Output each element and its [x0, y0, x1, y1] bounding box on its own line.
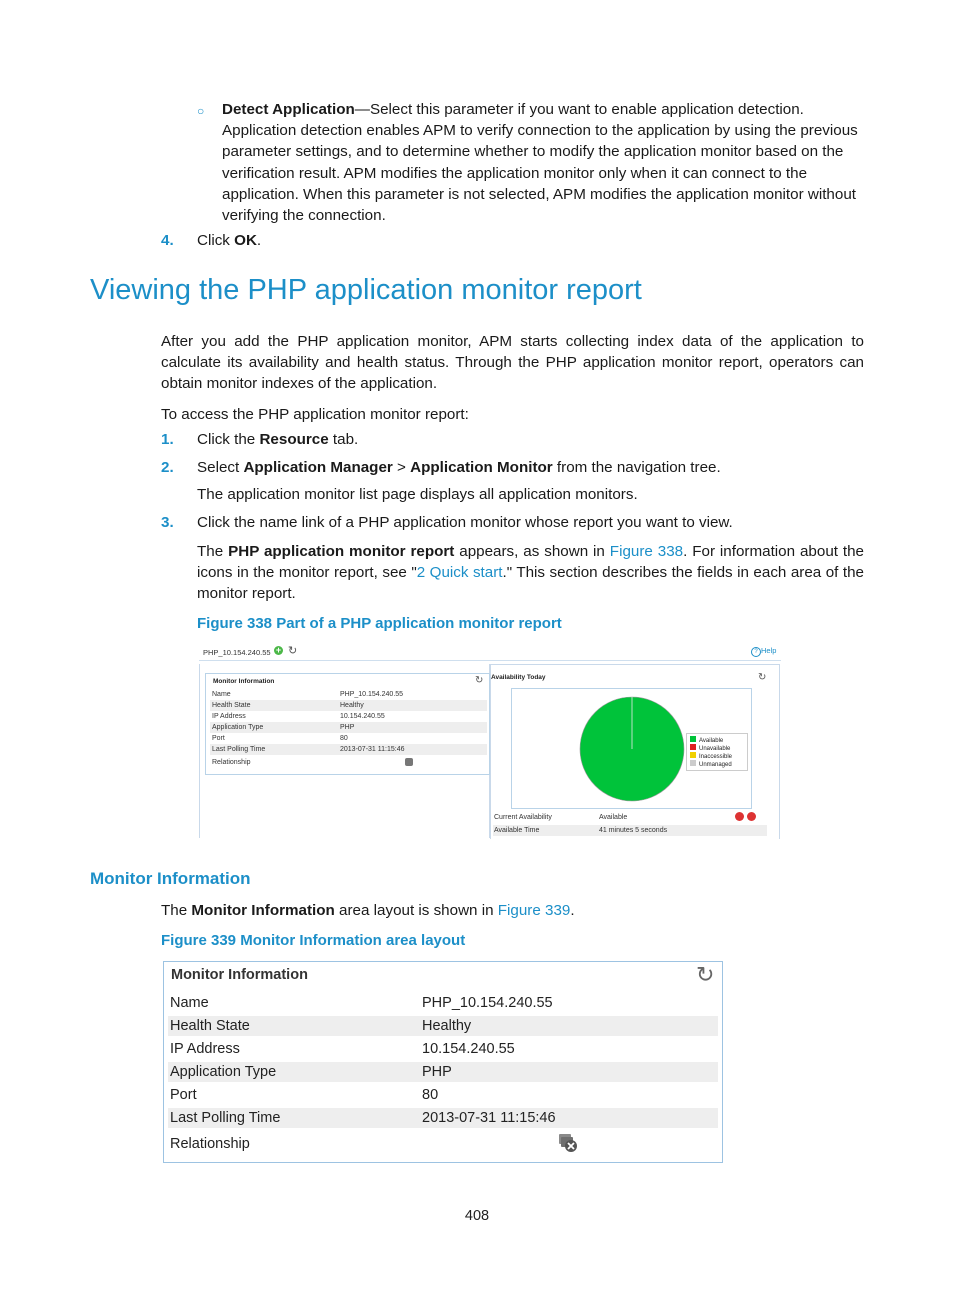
step-4-pre: Click — [197, 232, 235, 249]
availability-title: Availability Today — [491, 674, 546, 681]
step-1-post: tab. — [328, 431, 359, 448]
add-icon[interactable]: + — [275, 645, 282, 655]
note-l2-post: ." This section describes the fields in each area of the — [502, 564, 864, 582]
mi-row-port: Port 80 — [170, 1087, 439, 1103]
step-2-bold2: Application Monitor — [410, 459, 553, 476]
monitor-info-panel-small — [205, 673, 490, 775]
refresh-icon[interactable]: ↻ — [288, 645, 298, 657]
para-line-2: obtain monitor indexes of the application. — [161, 375, 438, 393]
status-icon-1[interactable] — [735, 812, 744, 821]
note-l3: monitor report. — [197, 585, 296, 603]
note-l2-pre: icons in the monitor report, see " — [197, 564, 417, 582]
monitor-info-refresh-icon[interactable]: ↻ — [696, 962, 715, 987]
bullet-line-3: verification result. APM modifies the application monitor only when it can connect to the — [222, 164, 808, 182]
monitor-information-paragraph — [161, 900, 575, 921]
figure-338-link[interactable]: Figure 338 — [609, 543, 684, 560]
figure-338-screenshot — [199, 642, 781, 838]
step-4-post: . — [256, 232, 262, 249]
bullet-line-4: application. When this parameter is not selected, APM modifies the application monitor without — [222, 185, 856, 203]
step-3-text: Click the name link of a PHP application monitor whose report you want to view. — [197, 514, 733, 531]
bullet-line-1: Application detection enables APM to verify connection to the application by using the previous — [222, 122, 858, 140]
row-polling-small: Last Polling Time 2013-07-31 11:15:46 — [210, 744, 487, 755]
legend-swatch-inaccessible — [690, 752, 696, 758]
step-2-bold1: Application Manager — [243, 459, 393, 476]
figure-338-caption: Figure 338 Part of a PHP application monitor report — [197, 615, 562, 632]
mi-para-post: . — [570, 902, 575, 919]
mi-para-bold: Monitor Information — [191, 902, 335, 919]
legend-item-unavailable: Unavailable — [690, 744, 730, 753]
step-2-note: The application monitor list page displays all application monitors. — [197, 486, 638, 503]
note-l1-post: . For information about the — [683, 543, 865, 560]
step-1-number: 1. — [161, 431, 174, 448]
step-4-bold: OK — [234, 232, 257, 249]
step-4-number: 4. — [161, 232, 174, 249]
bullet-line-5: verifying the connection. — [222, 207, 386, 225]
report-header-name: PHP_10.154.240.55 — [203, 648, 271, 657]
availability-chart-panel — [511, 688, 752, 809]
bullet-line-2: parameter settings, and to determine whether to modify the application monitor based on the — [222, 143, 844, 161]
legend-swatch-unavailable — [690, 744, 696, 750]
step-2-post: from the navigation tree. — [552, 459, 721, 476]
legend-swatch-available — [690, 736, 696, 742]
available-time-row: Available Time 41 minutes 5 seconds — [493, 825, 767, 836]
step-1-pre: Click the — [197, 431, 260, 448]
row-port-small: Port 80 — [212, 735, 348, 742]
header-divider — [199, 660, 781, 661]
legend-item-available: Available — [690, 736, 723, 745]
note-l1-pre: The — [197, 543, 229, 560]
panel-refresh-icon[interactable]: ↻ — [475, 675, 484, 686]
row-relationship-small: Relationship — [212, 759, 251, 766]
figure-339-link[interactable]: Figure 339 — [497, 902, 571, 919]
section-paragraph — [161, 331, 864, 395]
step-2-mid: > — [392, 459, 411, 476]
page-number: 408 — [464, 1208, 490, 1224]
mi-row-application-type: Application Type PHP — [168, 1062, 718, 1082]
section-title: Viewing the PHP application monitor report — [90, 274, 642, 306]
figure-339-caption: Figure 339 Monitor Information area layout — [161, 932, 466, 949]
mi-para-pre: The — [161, 902, 192, 919]
availability-refresh-icon[interactable]: ↻ — [758, 672, 767, 683]
mi-row-health-state: Health State Healthy — [168, 1016, 718, 1036]
step-2-number: 2. — [161, 459, 174, 476]
bullet-symbol: ○ — [197, 104, 205, 118]
monitor-info-title-small: Monitor Information — [213, 678, 275, 685]
mi-row-last-polling-time: Last Polling Time 2013-07-31 11:15:46 — [168, 1108, 718, 1128]
step-3-number: 3. — [161, 514, 174, 531]
step-1-bold: Resource — [259, 431, 329, 448]
step-1-text — [197, 431, 358, 448]
step-2-text — [197, 459, 721, 476]
row-health-small: Health State Healthy — [210, 700, 487, 711]
note-l1-mid: appears, as shown in — [454, 543, 610, 560]
note-l1-bold: PHP application monitor report — [228, 543, 455, 560]
legend-item-inaccessible: Inaccessible — [690, 752, 732, 761]
access-text: To access the PHP application monitor report: — [161, 406, 469, 423]
mi-row-ip-address: IP Address 10.154.240.55 — [170, 1041, 515, 1057]
relationship-icon[interactable] — [557, 1132, 579, 1154]
mi-row-relationship: Relationship — [170, 1136, 250, 1152]
legend-swatch-unmanaged — [690, 760, 696, 766]
status-icon-2[interactable] — [747, 812, 756, 821]
bullet-term: Detect Application — [222, 101, 355, 118]
detect-application-bullet — [222, 99, 864, 226]
relationship-icon-small[interactable] — [405, 758, 413, 766]
para-line-0: After you add the PHP application monitor, APM starts collecting index data of the application to — [161, 333, 864, 350]
current-availability-row: Current Availability Available — [494, 814, 628, 821]
step-4-text — [197, 232, 261, 249]
row-apptype-small: Application Type PHP — [210, 722, 487, 733]
step-3-note — [197, 541, 864, 605]
monitor-information-heading: Monitor Information — [90, 869, 251, 888]
mi-row-name: Name PHP_10.154.240.55 — [170, 995, 553, 1011]
step-2-pre: Select — [197, 459, 244, 476]
legend-item-unmanaged: Unmanaged — [690, 760, 732, 769]
bullet-line-0: —Select this parameter if you want to enable application detection. — [354, 101, 804, 118]
row-name-small: Name PHP_10.154.240.55 — [212, 691, 404, 698]
help-icon: ? — [751, 647, 761, 657]
mi-para-mid: area layout is shown in — [334, 902, 498, 919]
pie-legend — [686, 733, 748, 771]
help-label: Help — [761, 646, 777, 655]
quick-start-link[interactable]: 2 Quick start — [416, 564, 503, 582]
row-ip-small: IP Address 10.154.240.55 — [212, 713, 385, 720]
help-link[interactable] — [751, 646, 776, 657]
para-line-1: calculate its availability and health status. Through the PHP application monitor report, operators can — [161, 354, 864, 372]
figure-339-screenshot — [163, 961, 723, 1163]
monitor-info-title: Monitor Information — [171, 967, 308, 983]
